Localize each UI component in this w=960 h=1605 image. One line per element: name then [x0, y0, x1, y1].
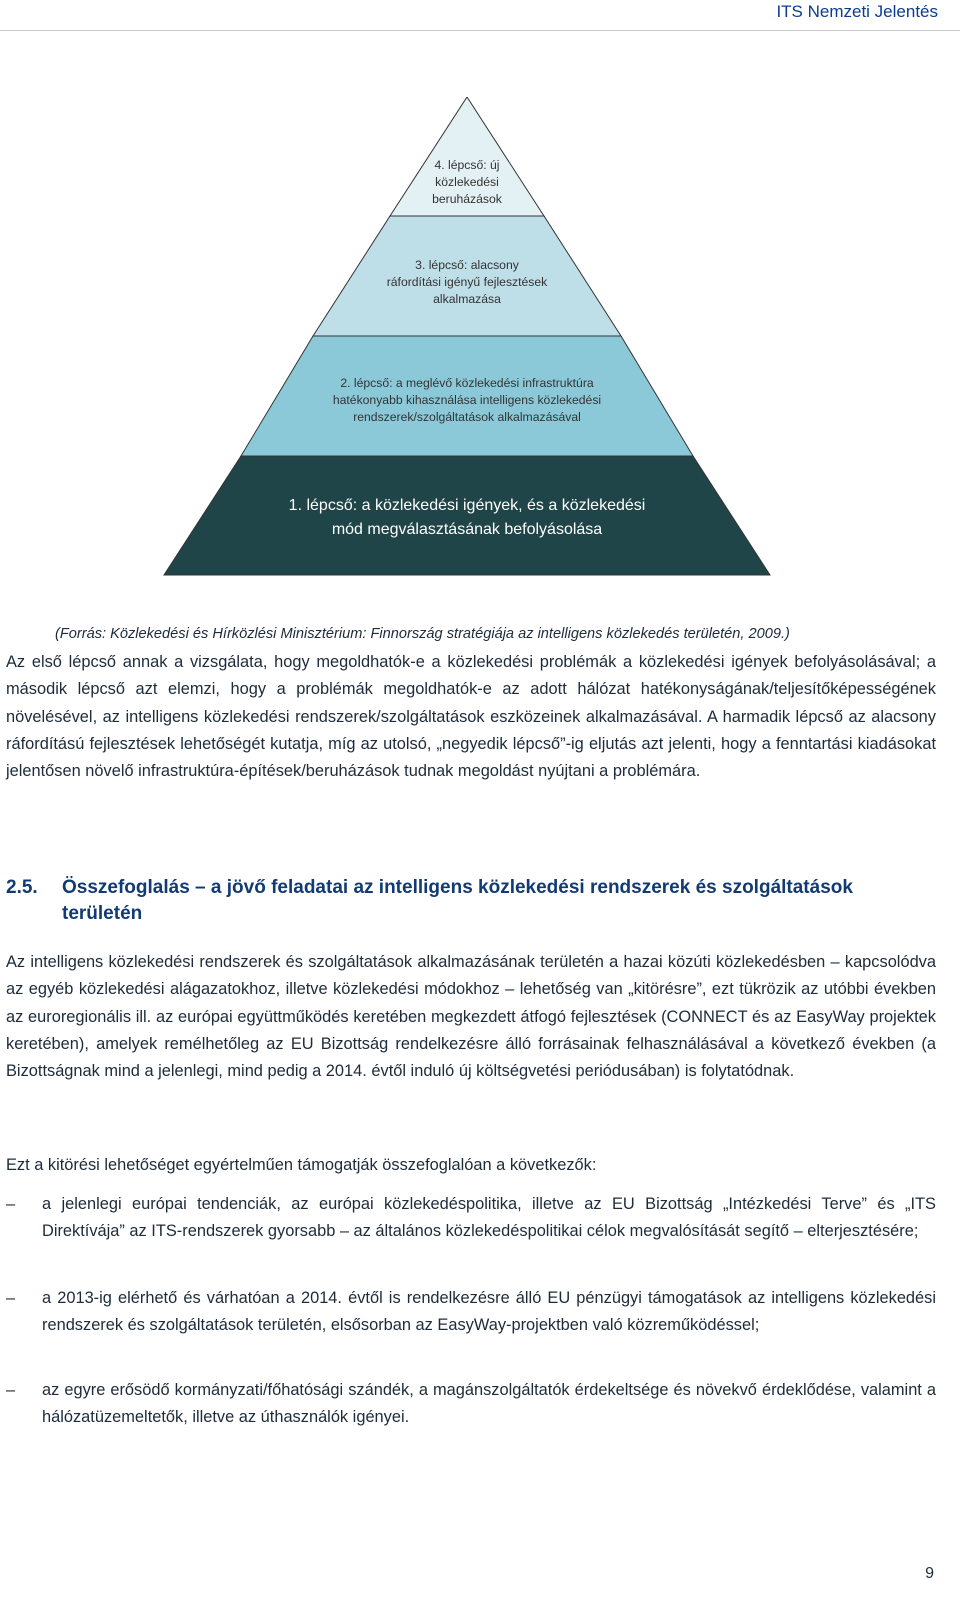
pyramid-level-4-label: 4. lépcső: új közlekedési beruházások — [432, 158, 502, 206]
paragraph-steps-explanation: Az első lépcső annak a vizsgálata, hogy megoldhatók-e a közlekedési problémák a közlekedési igények befolyásolásával; a második lépcső azt elemzi, hogy a problémák megoldhatók-e az adott hálózat hatékonyságának/teljesítőképességének növelésével, az intelligens közlekedési rendszerek/szolgáltatások eszközeinek alkalmazásával. A harmadik lépcső az alacsony ráfordítású fejlesztések lehetőségét kutatja, míg az utolsó, „negyedik lépcső”-ig eljutás azt jelenti, hogy a fenntartási kiadásokat jelentősen növelő infrastruktúra-építések/beruházások tudnak megoldást nyújtani a problémára. — [6, 653, 936, 781]
section-number: 2.5. — [6, 877, 38, 898]
bullet-dash: – — [6, 1381, 16, 1399]
list-item-text: az egyre erősödő kormányzati/főhatósági szándék, a magánszolgáltatók érdekeltsége és növekvő érdeklődése, valamint a hálózatüzemeltetők, illetve az úthasználók igényei. — [42, 1381, 936, 1427]
figure-source-caption: (Forrás: Közlekedési és Hírközlési Minisztérium: Finnország stratégiája az intelligens közlekedés területén, 2009.) — [55, 626, 790, 642]
list-item-text: a jelenlegi európai tendenciák, az európai közlekedéspolitika, illetve az EU Bizottság „Intézkedési Terve” és „ITS Direktívája” az ITS-rendszerek gyorsabb – az általános közlekedéspolitikai célok megvalósítását segítő – elterjesztésére; — [42, 1195, 936, 1241]
bullet-dash: – — [6, 1289, 16, 1307]
pyramid-level-2-label: 2. lépcső: a meglévő közlekedési infrastruktúra hatékonyabb kihasználása intelligens közlekedési rendszerek/szolgáltatások alkalmazásával — [332, 376, 602, 424]
pyramid-diagram — [0, 97, 960, 590]
document-header-title: ITS Nemzeti Jelentés — [776, 2, 938, 21]
section-title: Összefoglalás – a jövő feladatai az intelligens közlekedési rendszerek és szolgáltatások területén — [62, 877, 853, 924]
bullet-dash: – — [6, 1195, 16, 1213]
page-number: 9 — [925, 1565, 934, 1582]
pyramid-level-1-label: 1. lépcső: a közlekedési igények, és a közlekedési mód megválasztásának befolyásolása — [288, 497, 646, 538]
paragraph-summary: Az intelligens közlekedési rendszerek és szolgáltatások alkalmazásának területén a hazai közúti közlekedésben – kapcsolódva az egyéb közlekedési alágazatokhoz, illetve közlekedési módokhoz – lehetőség van „kitörésre”, ezt tükrözik az utóbbi években az euroregionális ill. az európai együttműködés keretében megkezdett átfogó fejlesztések (CONNECT és az EasyWay projektek keretében), amelyek remélhetőleg az EU Bizottság rendelkezésre álló forrásainak felhasználásával a következő években (a Bizottságnak mind a jelenlegi, mind pedig a 2014. évtől induló új költségvetési periódusában) is folytatódnak. — [6, 953, 936, 1081]
header-divider — [0, 30, 960, 31]
pyramid-level-3-label: 3. lépcső: alacsony ráfordítási igényű fejlesztések alkalmazása — [386, 258, 548, 306]
list-item-text: a 2013-ig elérhető és várhatóan a 2014. évtől is rendelkezésre álló EU pénzügyi támogatások az intelligens közlekedési rendszerek és szolgáltatások területén, elsősorban az EasyWay-projektben való közreműködéssel; — [42, 1289, 936, 1335]
paragraph-lead-in: Ezt a kitörési lehetőséget egyértelműen támogatják összefoglalóan a következők: — [6, 1156, 597, 1174]
